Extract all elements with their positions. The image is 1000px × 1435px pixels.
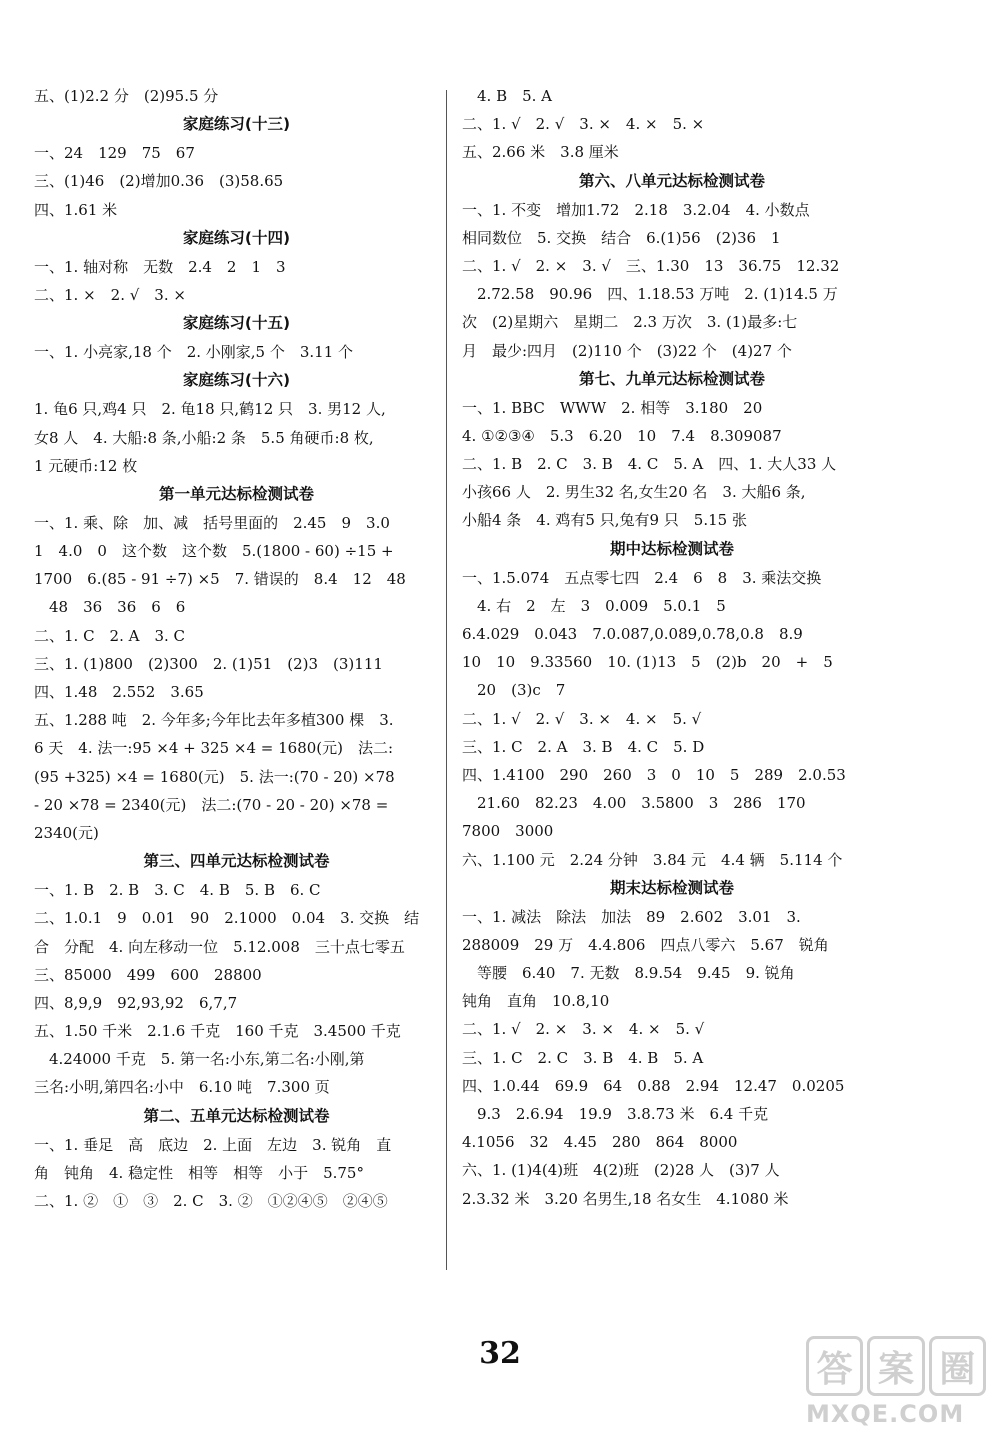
answer-line: 一、1. 减法 除法 加法 89 2.602 3.01 3. [462,907,801,926]
watermark-char: 案 [867,1336,924,1396]
answer-line: 一、1. 垂足 高 底边 2. 上面 左边 3. 锐角 直 [34,1135,392,1154]
answer-line: 五、2.66 米 3.8 厘米 [462,143,619,162]
answer-line: 一、1. B 2. B 3. C 4. B 5. B 6. C [34,881,321,900]
section-heading: 家庭练习(十六) [182,371,291,390]
answer-line: 一、24 129 75 67 [34,144,195,163]
answer-line: 三、1. C 2. C 3. B 4. B 5. A [462,1048,704,1067]
answer-line: 四、1.61 米 [34,200,118,219]
answer-line: 四、1.48 2.552 3.65 [34,683,204,701]
answer-line: 6 天 4. 法一:95 ×4 + 325 ×4 = 1680(元) 法二: [34,739,394,758]
answer-line: 二、1. B 2. C 3. B 4. C 5. A 四、1. 大人33 人 [462,455,837,474]
answer-line: 四、1.4100 290 260 3 0 10 5 289 2.0.53 [462,765,846,784]
answer-line: 4. B 5. A [462,87,553,105]
answer-line: 7800 3000 [462,822,554,841]
watermark-char: 答 [806,1336,863,1396]
answer-line: 等腰 6.40 7. 无数 8.9.54 9.45 9. 锐角 [462,964,795,983]
answer-line: (95 +325) ×4 = 1680(元) 5. 法一:(70 - 20) ×78 [34,767,395,786]
answer-line: 二、1. √ 2. × 3. √ 三、1.30 13 36.75 12.32 [462,256,840,275]
answer-column-left [34,82,439,1215]
answer-line: 6.4.029 0.043 7.0.087,0.089,0.78,0.8 8.9 [462,625,803,643]
answer-line: 288009 29 万 4.4.806 四点八零六 5.67 锐角 [462,935,829,954]
answer-line: 二、1. √ 2. √ 3. × 4. × 5. × [462,115,705,134]
answer-line: 二、1. √ 2. √ 3. × 4. × 5. √ [462,709,702,728]
answer-line: 三、(1)46 (2)增加0.36 (3)58.65 [34,172,284,191]
section-heading: 家庭练习(十三) [182,115,291,134]
answer-line: 六、1.100 元 2.24 分钟 3.84 元 4.4 辆 5.114 个 [462,850,843,869]
answer-line: 4.1056 32 4.45 280 864 8000 [462,1133,738,1152]
answer-line: 1 4.0 0 这个数 这个数 5.(1800 - 60) ÷15 + [34,542,394,561]
column-divider [446,90,447,1270]
answer-line: 21.60 82.23 4.00 3.5800 3 286 170 [462,794,806,813]
answer-line: 1700 6.(85 - 91 ÷7) ×5 7. 错误的 8.4 12 48 [34,570,406,589]
answer-line: 一、1.5.074 五点零七四 2.4 6 8 3. 乘法交换 [462,568,822,587]
answer-line: 相同数位 5. 交换 结合 6.(1)56 (2)36 1 [462,228,781,247]
section-heading: 家庭练习(十四) [182,228,291,247]
answer-line: 月 最少:四月 (2)110 个 (3)22 个 (4)27 个 [462,341,792,360]
answer-line: 六、1. (1)4(4)班 4(2)班 (2)28 人 (3)7 人 [462,1161,780,1180]
section-heading: 第一单元达标检测试卷 [158,484,314,503]
answer-line: - 20 ×78 = 2340(元) 法二:(70 - 20 - 20) ×78 = [34,795,389,814]
section-heading: 第三、四单元达标检测试卷 [143,852,330,871]
answer-line: 一、1. 乘、除 加、减 括号里面的 2.45 9 3.0 [34,513,390,532]
answer-line: 钝角 直角 10.8,10 [462,992,610,1011]
answer-line: 五、1.50 千米 2.1.6 千克 160 千克 3.4500 千克 [34,1022,401,1041]
answer-line: 2.3.32 米 3.20 名男生,18 名女生 4.1080 米 [462,1189,789,1208]
section-heading: 第七、九单元达标检测试卷 [578,369,765,388]
page-number: 32 [479,1336,521,1371]
answer-line: 四、8,9,9 92,93,92 6,7,7 [34,993,238,1012]
answer-line: 二、1. √ 2. × 3. × 4. × 5. √ [462,1020,705,1039]
watermark-char: 圈 [929,1336,986,1396]
answer-line: 2340(元) [34,823,99,842]
answer-line: 三名:小明,第四名:小中 6.10 吨 7.300 页 [34,1078,330,1097]
answer-line: 二、1.0.1 9 0.01 90 2.1000 0.04 3. 交换 结 [34,909,420,928]
answer-line: 小船4 条 4. 鸡有5 只,兔有9 只 5.15 张 [462,511,747,530]
section-heading: 家庭练习(十五) [182,314,291,333]
answer-line: 一、1. 轴对称 无数 2.4 2 1 3 [34,257,286,276]
answer-line: 四、1.0.44 69.9 64 0.88 2.94 12.47 0.0205 [462,1076,845,1095]
answer-line: 五、(1)2.2 分 (2)95.5 分 [34,87,219,105]
section-heading: 第二、五单元达标检测试卷 [143,1106,330,1125]
answer-line: 9.3 2.6.94 19.9 3.8.73 米 6.4 千克 [462,1105,769,1123]
answer-line: 三、1. (1)800 (2)300 2. (1)51 (2)3 (3)111 [34,654,383,673]
section-heading: 期末达标检测试卷 [609,878,734,897]
answer-line: 二、1. × 2. √ 3. × [34,285,186,304]
answer-line: 角 钝角 4. 稳定性 相等 相等 小于 5.75° [34,1163,364,1182]
answer-line: 2.72.58 90.96 四、1.18.53 万吨 2. (1)14.5 万 [462,285,838,304]
section-heading: 期中达标检测试卷 [609,539,734,558]
answer-line: 一、1. BBC WWW 2. 相等 3.180 20 [462,398,763,417]
answer-line: 三、85000 499 600 28800 [34,965,262,984]
watermark-url: MXQE.COM [806,1400,965,1428]
answer-line: 小孩66 人 2. 男生32 名,女生20 名 3. 大船6 条, [462,483,806,502]
section-heading: 第六、八单元达标检测试卷 [578,171,765,190]
answer-line: 二、1. C 2. A 3. C [34,626,186,645]
answer-line: 合 分配 4. 向左移动一位 5.12.008 三十点七零五 [34,937,405,956]
watermark-logo [806,1336,986,1426]
answer-column-right [462,82,882,1213]
answer-line: 一、1. 小亮家,18 个 2. 小刚家,5 个 3.11 个 [34,343,354,362]
answer-line: 二、1. ② ① ③ 2. C 3. ② ①②④⑤ ②④⑤ [34,1192,388,1210]
answer-line: 女8 人 4. 大船:8 条,小船:2 条 5.5 角硬币:8 枚, [34,428,374,447]
answer-line: 48 36 36 6 6 [34,598,186,617]
answer-line: 一、1. 不变 增加1.72 2.18 3.2.04 4. 小数点 [462,200,810,219]
answer-line: 10 10 9.33560 10. (1)13 5 (2)b 20 + 5 [462,653,833,672]
answer-line: 4.24000 千克 5. 第一名:小东,第二名:小刚,第 [34,1050,365,1069]
answer-line: 五、1.288 吨 2. 今年多;今年比去年多植300 棵 3. [34,711,394,730]
answer-line: 4. ①②③④ 5.3 6.20 10 7.4 8.309087 [462,426,782,445]
answer-line: 1 元硬币:12 枚 [34,456,138,475]
answer-line: 三、1. C 2. A 3. B 4. C 5. D [462,737,705,756]
answer-line: 4. 右 2 左 3 0.009 5.0.1 5 [462,596,726,615]
answer-line: 次 (2)星期六 星期二 2.3 万次 3. (1)最多:七 [462,313,798,332]
answer-line: 1. 龟6 只,鸡4 只 2. 龟18 只,鹤12 只 3. 男12 人, [34,400,386,419]
answer-line: 20 (3)c 7 [462,681,566,700]
